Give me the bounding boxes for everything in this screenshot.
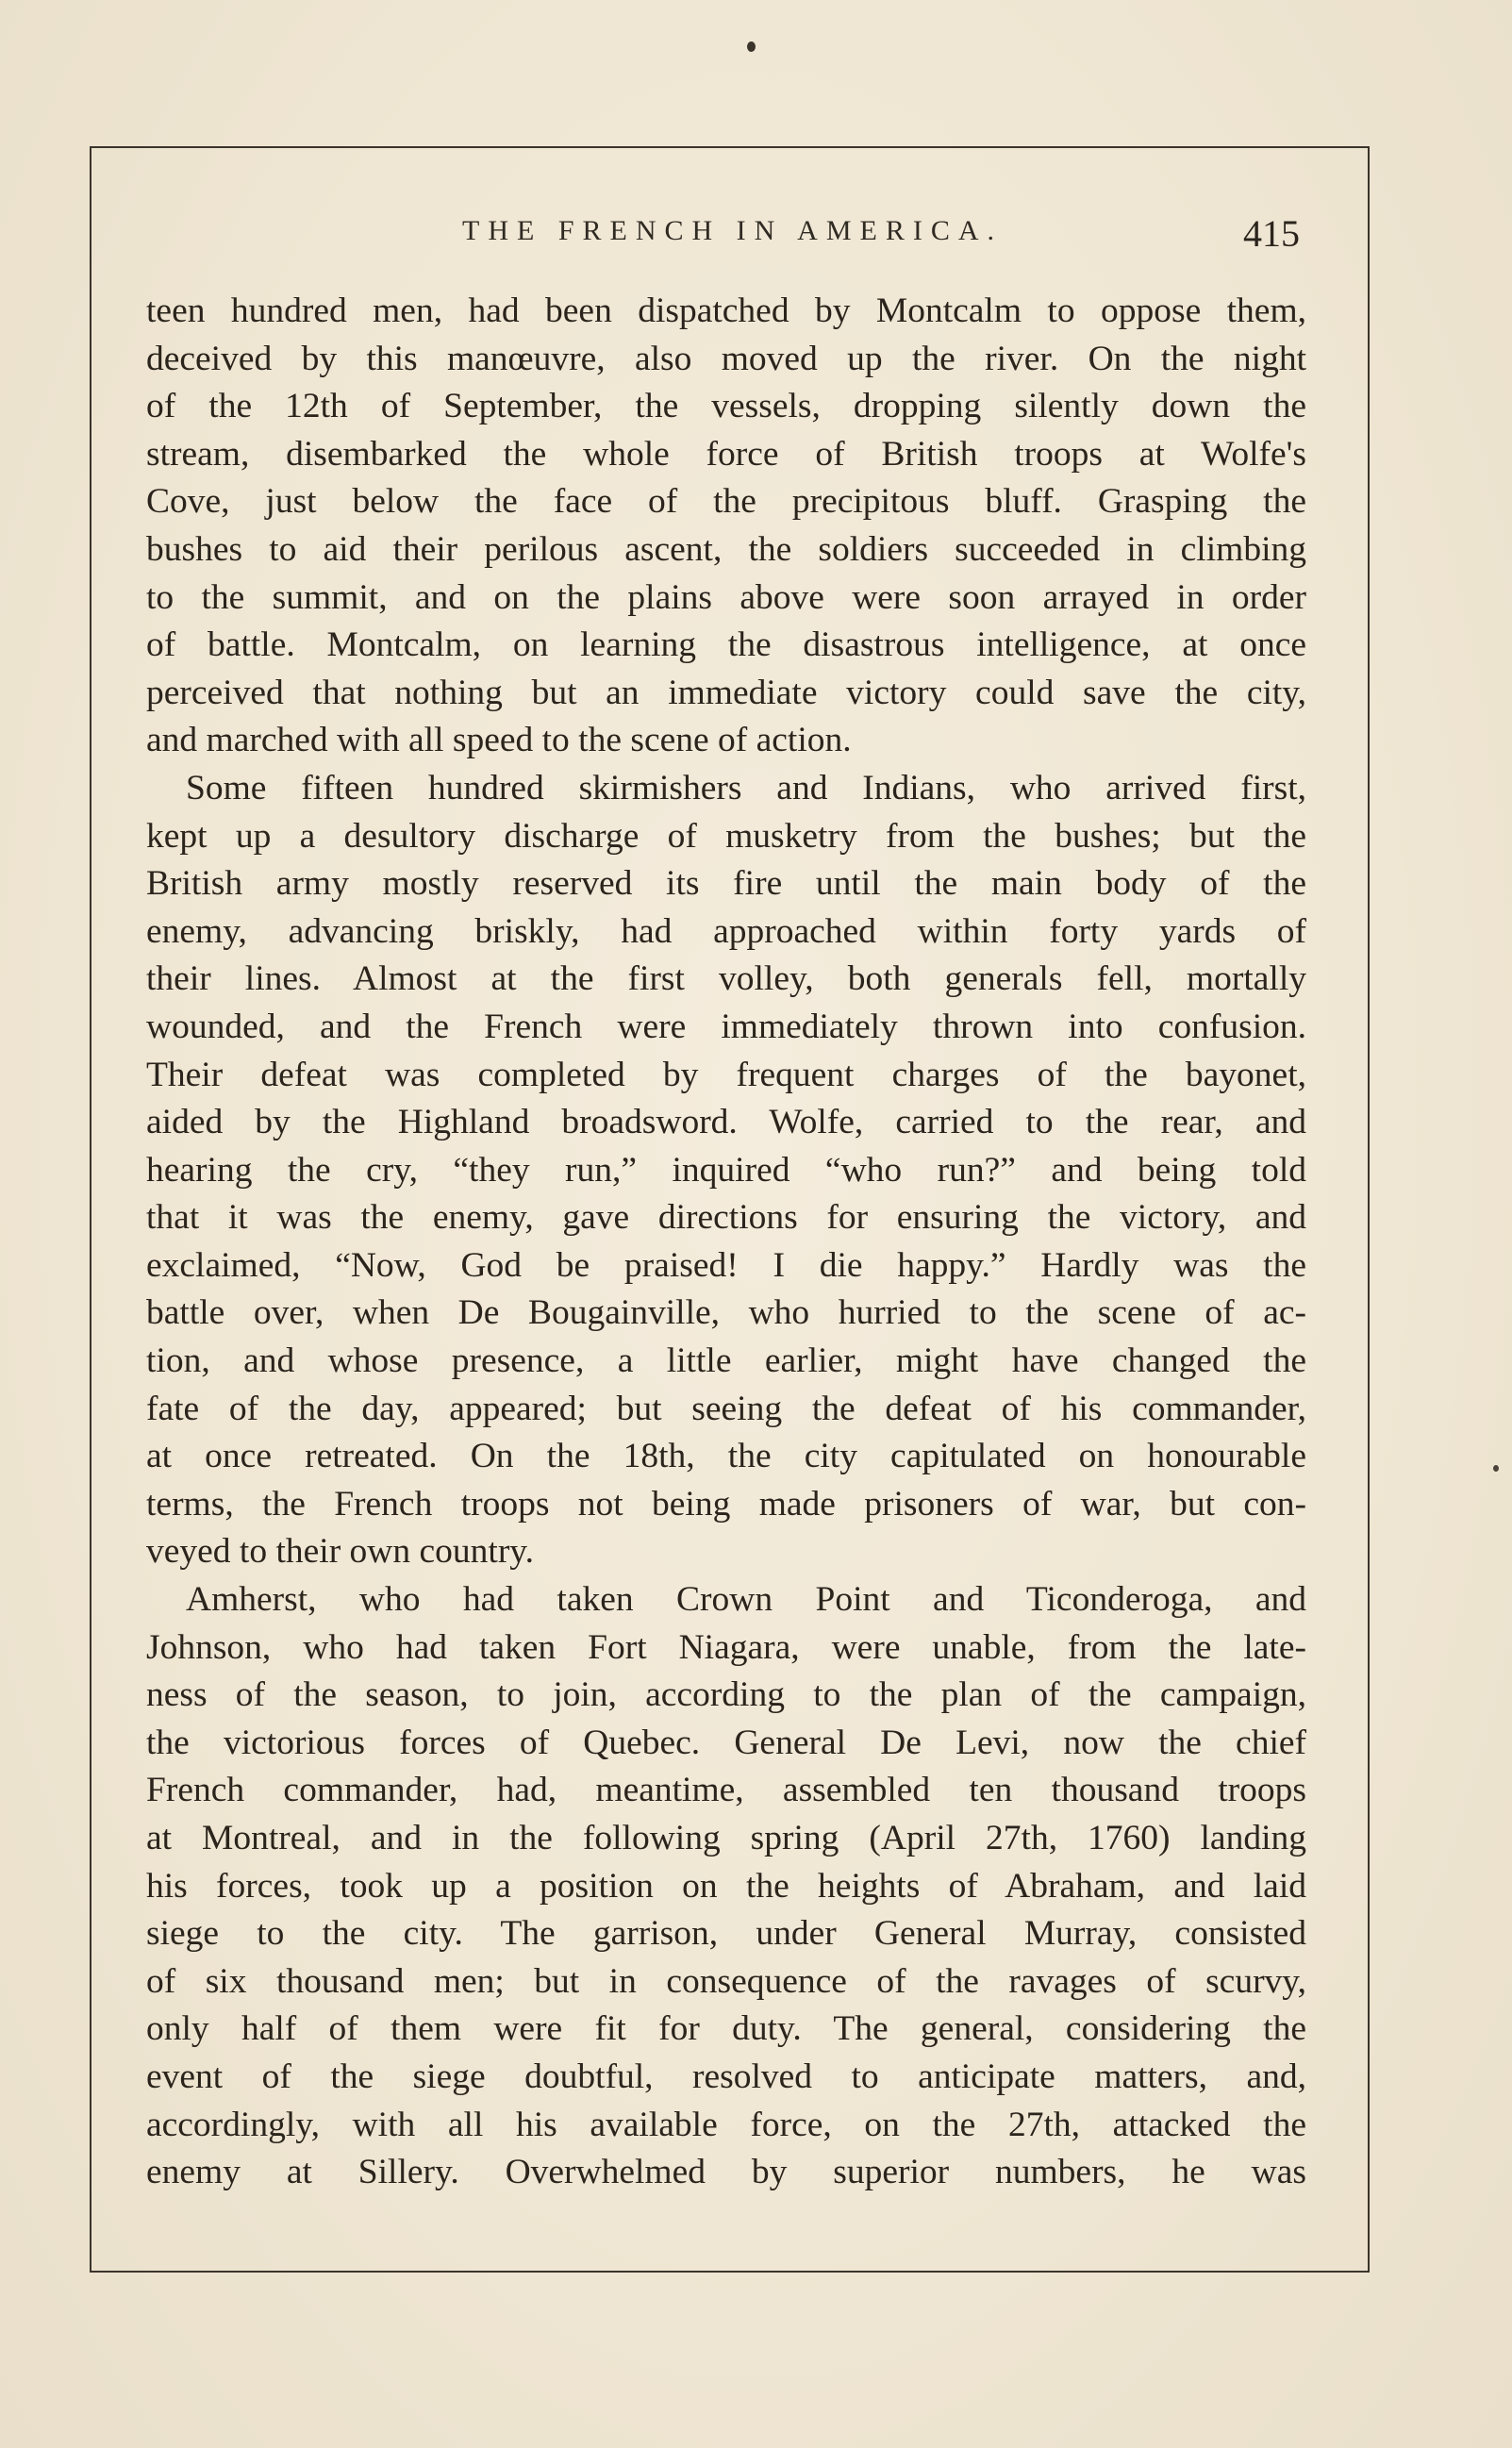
text-line: exclaimed, “Now, God be praised! I die happy.” Hardly was the [146,1245,1306,1285]
text-line: of six thousand men; but in consequence of the ravages of scurvy, [146,1961,1306,2001]
text-line: Johnson, who had taken Fort Niagara, were unable, from the late- [146,1627,1306,1667]
text-line: terms, the French troops not being made prisoners of war, but con- [146,1484,1306,1524]
text-line: kept up a desultory discharge of musketry from the bushes; but the [146,816,1306,856]
text-line: at once retreated. On the 18th, the city capitulated on honourable [146,1437,1306,1476]
text-line: their lines. Almost at the first volley, both generals fell, mortally [146,959,1306,999]
text-line: British army mostly reserved its fire until the main body of the [146,864,1306,904]
body-text [146,288,1306,2197]
text-line: of the 12th of September, the vessels, dropping silently down the [146,387,1306,426]
page-number: 415 [1243,212,1300,255]
text-line: the victorious forces of Quebec. General De Levi, now the chief [146,1723,1306,1762]
text-line: aided by the Highland broadsword. Wolfe, carried to the rear, and [146,1103,1306,1142]
text-line: Some fifteen hundred skirmishers and Indians, who arrived first, [186,768,1306,808]
text-line: at Montreal, and in the following spring (April 27th, 1760) landing [146,1819,1306,1857]
text-line: deceived by this manœuvre, also moved up the river. On the night [146,339,1306,378]
text-line: his forces, took up a position on the heights of Abraham, and laid [146,1866,1306,1906]
text-line: perceived that nothing but an immediate victory could save the city, [146,673,1306,712]
text-line: stream, disembarked the whole force of British troops at Wolfe's [146,434,1306,474]
text-line: and marched with all speed to the scene of action. [146,721,852,760]
running-title: THE FRENCH IN AMERICA. [462,215,1004,246]
text-line: ness of the season, to join, according to the plan of the campaign, [146,1675,1306,1715]
text-line: accordingly, with all his available force, on the 27th, attacked the [146,2105,1306,2144]
running-head [90,209,1366,266]
text-line: veyed to their own country. [146,1532,534,1572]
text-line: tion, and whose presence, a little earlier, might have changed the [146,1341,1306,1381]
text-line: wounded, and the French were immediately thrown into confusion. [146,1007,1306,1046]
text-line: teen hundred men, had been dispatched by Montcalm to oppose them, [146,291,1306,330]
ink-speck [747,42,756,52]
text-line: event of the siege doubtful, resolved to anticipate matters, and, [146,2057,1306,2096]
text-line: of battle. Montcalm, on learning the disastrous intelligence, at once [146,625,1306,665]
text-line: French commander, had, meantime, assembled ten thousand troops [146,1771,1306,1810]
text-line: to the summit, and on the plains above were soon arrayed in order [146,577,1306,617]
text-line: Their defeat was completed by frequent charges of the bayonet, [146,1055,1306,1094]
text-line: hearing the cry, “they run,” inquired “who run?” and being told [146,1150,1306,1190]
text-line: enemy, advancing briskly, had approached within forty yards of [146,911,1306,951]
text-line: that it was the enemy, gave directions for ensuring the victory, and [146,1198,1306,1238]
text-line: enemy at Sillery. Overwhelmed by superior numbers, he was [146,2153,1306,2192]
text-line: siege to the city. The garrison, under General Murray, consisted [146,1914,1306,1954]
text-line: only half of them were fit for duty. The general, considering the [146,2009,1306,2049]
text-line: Amherst, who had taken Crown Point and Ticonderoga, and [186,1580,1306,1620]
text-line: Cove, just below the face of the precipitous bluff. Grasping the [146,482,1306,522]
text-line: battle over, when De Bougainville, who hurried to the scene of ac- [146,1293,1306,1333]
text-line: fate of the day, appeared; but seeing the defeat of his commander, [146,1389,1306,1428]
text-line: bushes to aid their perilous ascent, the soldiers succeeded in climbing [146,529,1306,569]
ink-speck [1493,1465,1499,1472]
